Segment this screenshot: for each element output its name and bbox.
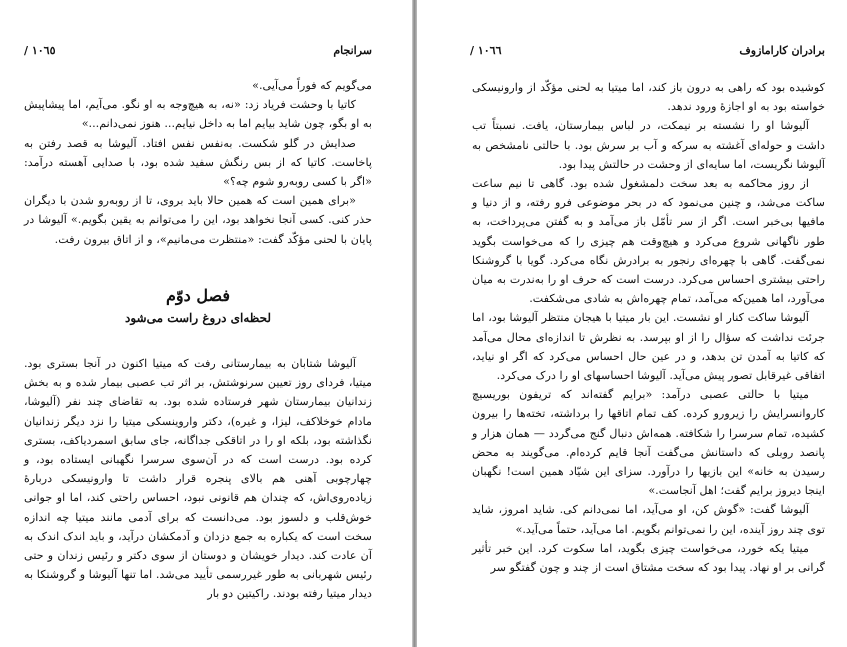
paragraph: میتیا یکه خورد، می‌خواست چیزی بگوید، اما سکوت کرد. این خبر تأثیر گرانی بر او نهاد. پیدا بود که سخت مشتاق است از چند و چون گفتگو سر [472,541,825,575]
right-page-number: ١٠٦٦ / [470,44,502,57]
right-page [418,0,847,647]
chapter-title: فصل دوّم [166,286,230,305]
paragraph: آلیوشا ساکت کنار او نشست. این بار میتیا با هیجان منتظر آلیوشا بود، اما جرئت نداشت که سؤال را از او بپرسد. به نظرش تا اندازه‌ای محال می‌آمد که کاتیا به آمدن تن بدهد، و در عین حال احساس می‌کرد که اگر او نیاید، اتفاقی غیرقابل تصور پیش می‌آید. آلیوشا احساسهای او را درک می‌کرد. [472,311,825,383]
left-page [0,0,416,647]
chapter-heading [24,286,372,325]
left-header-title: سرانجام [333,44,372,57]
paragraph: میتیا با حالتی عصبی درآمد: «برایم گفته‌اند که تریفون بوریسیچ کاروانسرایش را زیرورو کرده. کف تمام اتاقها را برداشته، تخته‌ها را بیرون کشیده، تمام سرسرا را شکافته. همه‌اش دنبال گنج می‌گردد — همان هزار و پانصد روبلی که داستانش می‌گفت آنجا قایم کرده‌ام. می‌گویند به محض رسیدن به خانه» این بازیها را درآورد. سزای این شیّاد همین است! نگهبان اینجا دیروز برایم گفت؛ اهل آنجاست.» [472,388,825,498]
left-page-number: ١٠٦٥ / [24,44,56,57]
book-spine [412,0,417,647]
paragraph: از روز محاکمه به بعد سخت دلمشغول شده بود. گاهی تا نیم ساعت ساکت می‌شد، و چنین می‌نمود که در بحر موضوعی فرو رفته، و از دنیا و مافیها بی‌خبر است. اگر از سر تأمّل باز می‌آمد و به گفتن می‌پرداخت، به طور ناگهانی شروع می‌کرد و هیچ‌وقت هم چیزی را که می‌خواست بگوید نمی‌گفت. گاهی با چهره‌ای رنجور به برادرش نگاه می‌کرد. گویا با گروشنکا راحتی بیشتری احساس می‌کرد. درست است که حرف او را به‌ندرت به میان می‌آورد، اما همین‌که می‌آمد، تمام چهره‌اش به شادی می‌شکفت. [472,177,825,306]
right-page-text [472,78,825,577]
paragraph: آلیوشا او را نشسته بر نیمکت، در لباس بیمارستان، یافت. نسبتاً تب داشت و حوله‌ای آغشته به سرکه و آب بر سرش بود. با حالتی نامشخص به آلیوشا نگریست، اما سایه‌ای از وحشت در حالتش پیدا بود. [472,119,825,171]
paragraph: «برای همین است که همین حالا باید بروی، تا از روبه‌رو شدن با دیگران حذر کنی. کسی آنجا نخواهد بود، این را می‌توانم به یقین بگویم.» آلیوشا در پایان با لحنی مؤکّد گفت: «منتظرت می‌مانیم»، و از اتاق بیرون رفت. [24,194,372,246]
chapter-subtitle: لحظه‌ای دروغ راست می‌شود [124,311,272,325]
right-header-title: برادران کارامازوف [739,44,825,57]
paragraph: آلیوشا گفت: «گوش کن، او می‌آید، اما نمی‌دانم کی. شاید امروز، شاید توی چند روز آینده، این را نمی‌توانم بگویم. اما می‌آید، حتماً می‌آید.» [472,503,825,536]
paragraph: کاتیا با وحشت فریاد زد: «نه، به هیچ‌وجه به او نگو. می‌آیم، اما پیشاپیش به او بگو، چون شاید بیایم اما به داخل نیایم... هنوز نمی‌دانم...» [24,98,372,131]
paragraph: صدایش در گلو شکست. به‌نفس نفس افتاد. آلیوشا به قصد رفتن به پاخاست. کاتیا که از بس رنگش سفید شده بود، با صدایی آهسته درآمد: «اگر با کسی روبه‌رو شوم چه؟» [24,136,372,189]
paragraph: کوشیده بود که راهی به درون باز کند، اما میتیا به لحنی مؤکّد از وارونیسکی خواسته بود به او اجازهٔ ورود ندهد. [472,81,825,114]
left-page-text-top [24,76,372,249]
paragraph: می‌گویم که فوراً می‌آیی.» [252,79,372,92]
paragraph: آلیوشا شتابان به بیمارستانی رفت که میتیا اکنون در آنجا بستری بود. میتیا، فردای روز تعیین سرنوشتش، بر اثر تب عصبی بیمار شده و به بخش زندانیان بیمارستان شهر فرستاده شده بود. به تقاضای چند نفر (آلیوشا، مادام خوخلاکف، لیزا، و غیره)، دکتر واروینسکی میتیا را نزد دیگر زندانیان نگذاشته بود، بلکه او را در اتاقکی جداگانه، جای سابق اسمردیاکف، بستری کرده بود. درست است که در آن‌سوی سرسرا نگهبانی ایستاده بود، و چهارچوبی آهنی هم بالای پنجره قرار داشت تا وارونیسکی دربارهٔ زیاده‌روی‌اش، که چندان هم قانونی نبود، احساس راحتی کند، اما او جوانی خوش‌قلب و دلسوز بود. می‌دانست که برای آدمی مانند میتیا چه اندازه سخت است که یکباره به جمع دزدان و آدمکشان درآید، و باید اندک اندک به آن عادت کند. دیدار خویشان و دوستان از سوی دکتر و رئیس زندان و حتی رئیس شهربانی به طور غیررسمی تأیید می‌شد. اما تنها آلیوشا و گروشنکا به دیدار میتیا رفته بودند. راکیتین دو بار [24,357,372,601]
left-page-text-bottom [24,354,372,604]
